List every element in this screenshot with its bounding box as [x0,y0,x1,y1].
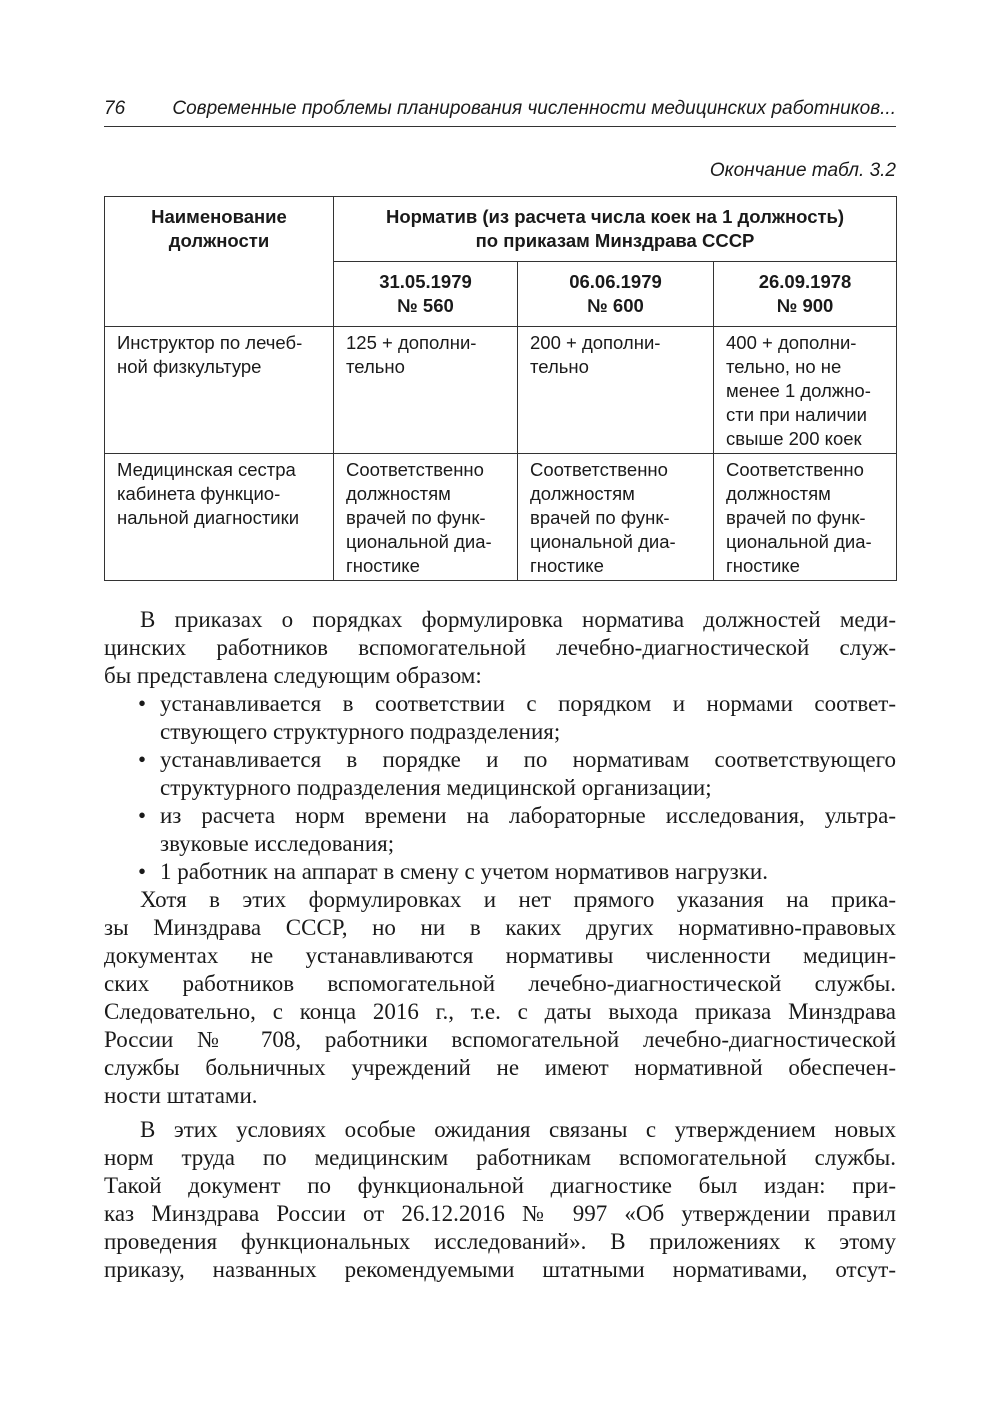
bullet-icon: • [138,859,147,884]
intro-paragraph [104,606,896,690]
position-column-header [105,197,334,327]
cell-line: тельно, но не [726,356,842,377]
header-line: по приказам Минздрава СССР [475,230,755,251]
header-line: 31.05.1979 [379,271,472,292]
text-line: документах не устанавливаются нормативы численности медицин- [104,943,896,968]
cell-line: циональной диа- [726,531,872,552]
cell-line: должностям [346,483,451,504]
cell-line: сти при наличии [726,404,867,425]
cell-line: свыше 200 коек [726,428,862,449]
header-line: 06.06.1979 [569,271,662,292]
page-number: 76 [104,98,126,119]
text-line: проведения функциональных исследований». В приложениях к этому [104,1229,896,1254]
table-header-row [105,197,897,262]
page-header [104,94,896,127]
value-cell [518,327,714,454]
list-item [104,858,896,886]
text-line: цинских работников вспомогательной лечебно-диагностической служ- [104,635,896,660]
position-cell [105,327,334,454]
text-line: ности штатами. [104,1083,258,1108]
text-line: России № 708, работники вспомогательной лечебно-диагностической [104,1027,896,1052]
bullet-icon: • [138,803,147,828]
cell-line: циональной диа- [346,531,492,552]
cell-line: врачей по функ- [726,507,866,528]
cell-line: кабинета функцио- [117,483,281,504]
text-line: устанавливается в порядке и по нормативам соответствующего [160,747,896,772]
paragraph [104,1116,896,1284]
bullet-icon: • [138,691,147,716]
header-line: должности [168,230,270,251]
cell-line: должностям [726,483,831,504]
text-line: 1 работник на аппарат в смену с учетом нормативов нагрузки. [160,859,768,884]
text-line: ских работников вспомогательной лечебно-диагностической службы. [104,971,896,996]
table-row [105,454,897,581]
header-line: Норматив (из расчета числа коек на 1 должность) [385,206,845,227]
cell-line: врачей по функ- [346,507,486,528]
text-line: из расчета норм времени на лабораторные исследования, ультра- [160,803,896,828]
value-cell [334,454,518,581]
cell-line: циональной диа- [530,531,676,552]
cell-line: гностике [726,555,800,576]
staffing-norms-table [104,196,897,581]
text-line: норм труда по медицинским работникам вспомогательной службы. [104,1145,896,1170]
list-item [104,802,896,858]
cell-line: менее 1 должно- [726,380,871,401]
cell-line: тельно [530,356,589,377]
cell-line: 200 + дополни- [530,332,661,353]
cell-line: тельно [346,356,405,377]
paragraph [104,886,896,1110]
order-600-header [518,262,714,327]
body-text [104,606,896,1284]
text-line: структурного подразделения медицинской организации; [160,775,712,800]
text-line: службы больничных учреждений не имеют нормативной обеспечен- [104,1055,896,1080]
cell-line: Инструктор по лечеб- [117,332,303,353]
cell-line: гностике [346,555,420,576]
text-line: Следовательно, с конца 2016 г., т.е. с даты выхода приказа Минздрава [104,999,896,1024]
header-line: № 900 [776,295,834,316]
cell-line: 125 + дополни- [346,332,477,353]
cell-line: Соответственно [530,459,668,480]
order-560-header [334,262,518,327]
list-item [104,690,896,746]
value-cell [714,327,897,454]
list-item [104,746,896,802]
running-title: Современные проблемы планирования численности медицинских работников... [172,98,896,119]
table-caption: Окончание табл. 3.2 [709,160,896,181]
cell-line: нальной диагностики [117,507,300,528]
norm-group-header [334,197,897,262]
value-cell [714,454,897,581]
table-row [105,327,897,454]
header-line: 26.09.1978 [758,271,852,292]
text-line: устанавливается в соответствии с порядком и нормами соответ- [160,691,896,716]
cell-line: Соответственно [726,459,864,480]
value-cell [334,327,518,454]
text-line: бы представлена следующим образом: [104,663,482,688]
text-line: Хотя в этих формулировках и нет прямого указания на прика- [140,887,896,912]
text-line: зы Минздрава СССР, но ни в каких других нормативно-правовых [104,915,896,940]
value-cell [518,454,714,581]
cell-line: гностике [530,555,604,576]
cell-line: 400 + дополни- [726,332,857,353]
bullet-icon: • [138,747,147,772]
header-line: № 560 [397,295,454,316]
header-line: Наименование [151,206,287,227]
header-line: № 600 [587,295,644,316]
cell-line: врачей по функ- [530,507,670,528]
position-cell [105,454,334,581]
cell-line: Соответственно [346,459,484,480]
cell-line: должностям [530,483,635,504]
cell-line: ной физкультуре [117,356,262,377]
text-line: приказу, названных рекомендуемыми штатными нормативами, отсут- [104,1257,896,1282]
text-line: каз Минздрава России от 26.12.2016 № 997 «Об утверждении правил [104,1201,896,1226]
text-line: В этих условиях особые ожидания связаны с утверждением новых [140,1117,896,1142]
text-line: В приказах о порядках формулировка норматива должностей меди- [140,607,896,632]
text-line: Такой документ по функциональной диагностике был издан: при- [104,1173,896,1198]
order-900-header [714,262,897,327]
cell-line: Медицинская сестра [117,459,296,480]
text-line: звуковые исследования; [160,831,395,856]
text-line: ствующего структурного подразделения; [160,719,561,744]
